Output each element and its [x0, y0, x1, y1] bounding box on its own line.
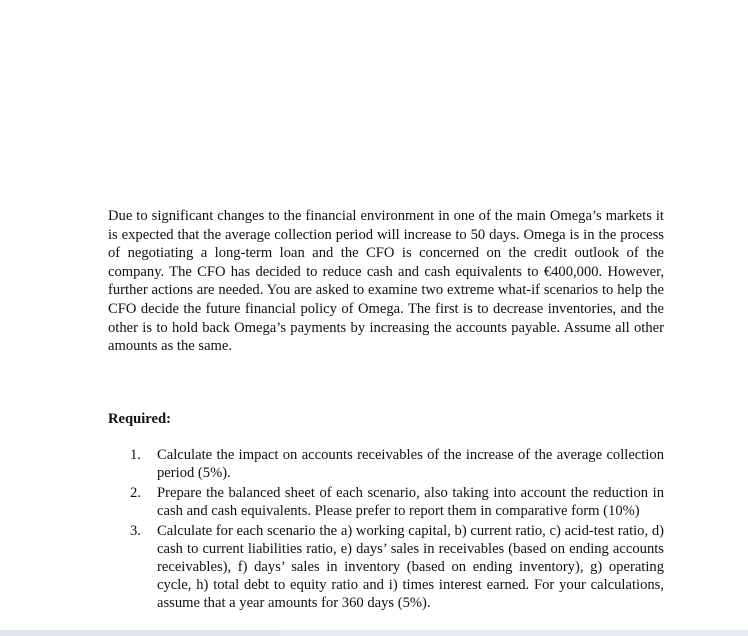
task-text: Calculate the impact on accounts receivables of the increase of the average collection period (5%).	[157, 447, 664, 481]
task-item-2	[130, 484, 664, 520]
task-number: 2.	[130, 485, 141, 501]
task-item-1	[130, 446, 664, 482]
task-list	[130, 446, 664, 614]
task-number: 3.	[130, 523, 141, 539]
task-text: Prepare the balanced sheet of each scenario, also taking into account the reduction in cash and cash equivalents. Please prefer to report them in comparative form (10%)	[157, 485, 664, 519]
task-item-3	[130, 522, 664, 612]
intro-paragraph: Due to significant changes to the financial environment in one of the main Omega’s markets it is expected that the average collection period will increase to 50 days. Omega is in the process of negotiating a long-term loan and the CFO is concerned on the credit outlook of the company. The CFO has decided to reduce cash and cash equivalents to €400,000. However, further actions are needed. You are asked to examine two extreme what-if scenarios to help the CFO decide the future financial policy of Omega. The first is to decrease inventories, and the other is to hold back Omega’s payments by increasing the accounts payable. Assume all other amounts as the same.	[108, 208, 664, 355]
required-heading: Required:	[108, 411, 171, 427]
page-bottom-edge-shade	[0, 630, 280, 636]
task-number: 1.	[130, 447, 141, 463]
task-text: Calculate for each scenario the a) working capital, b) current ratio, c) acid-test ratio, d) cash to current liabilities ratio, e) days’ sales in receivables (based on ending accounts receivables), f) days’ sales in inventory (based on ending inventory), g) operating cycle, h) total debt to equity ratio and i) times interest earned. For your calculations, assume that a year amounts for 360 days (5%).	[157, 523, 664, 611]
